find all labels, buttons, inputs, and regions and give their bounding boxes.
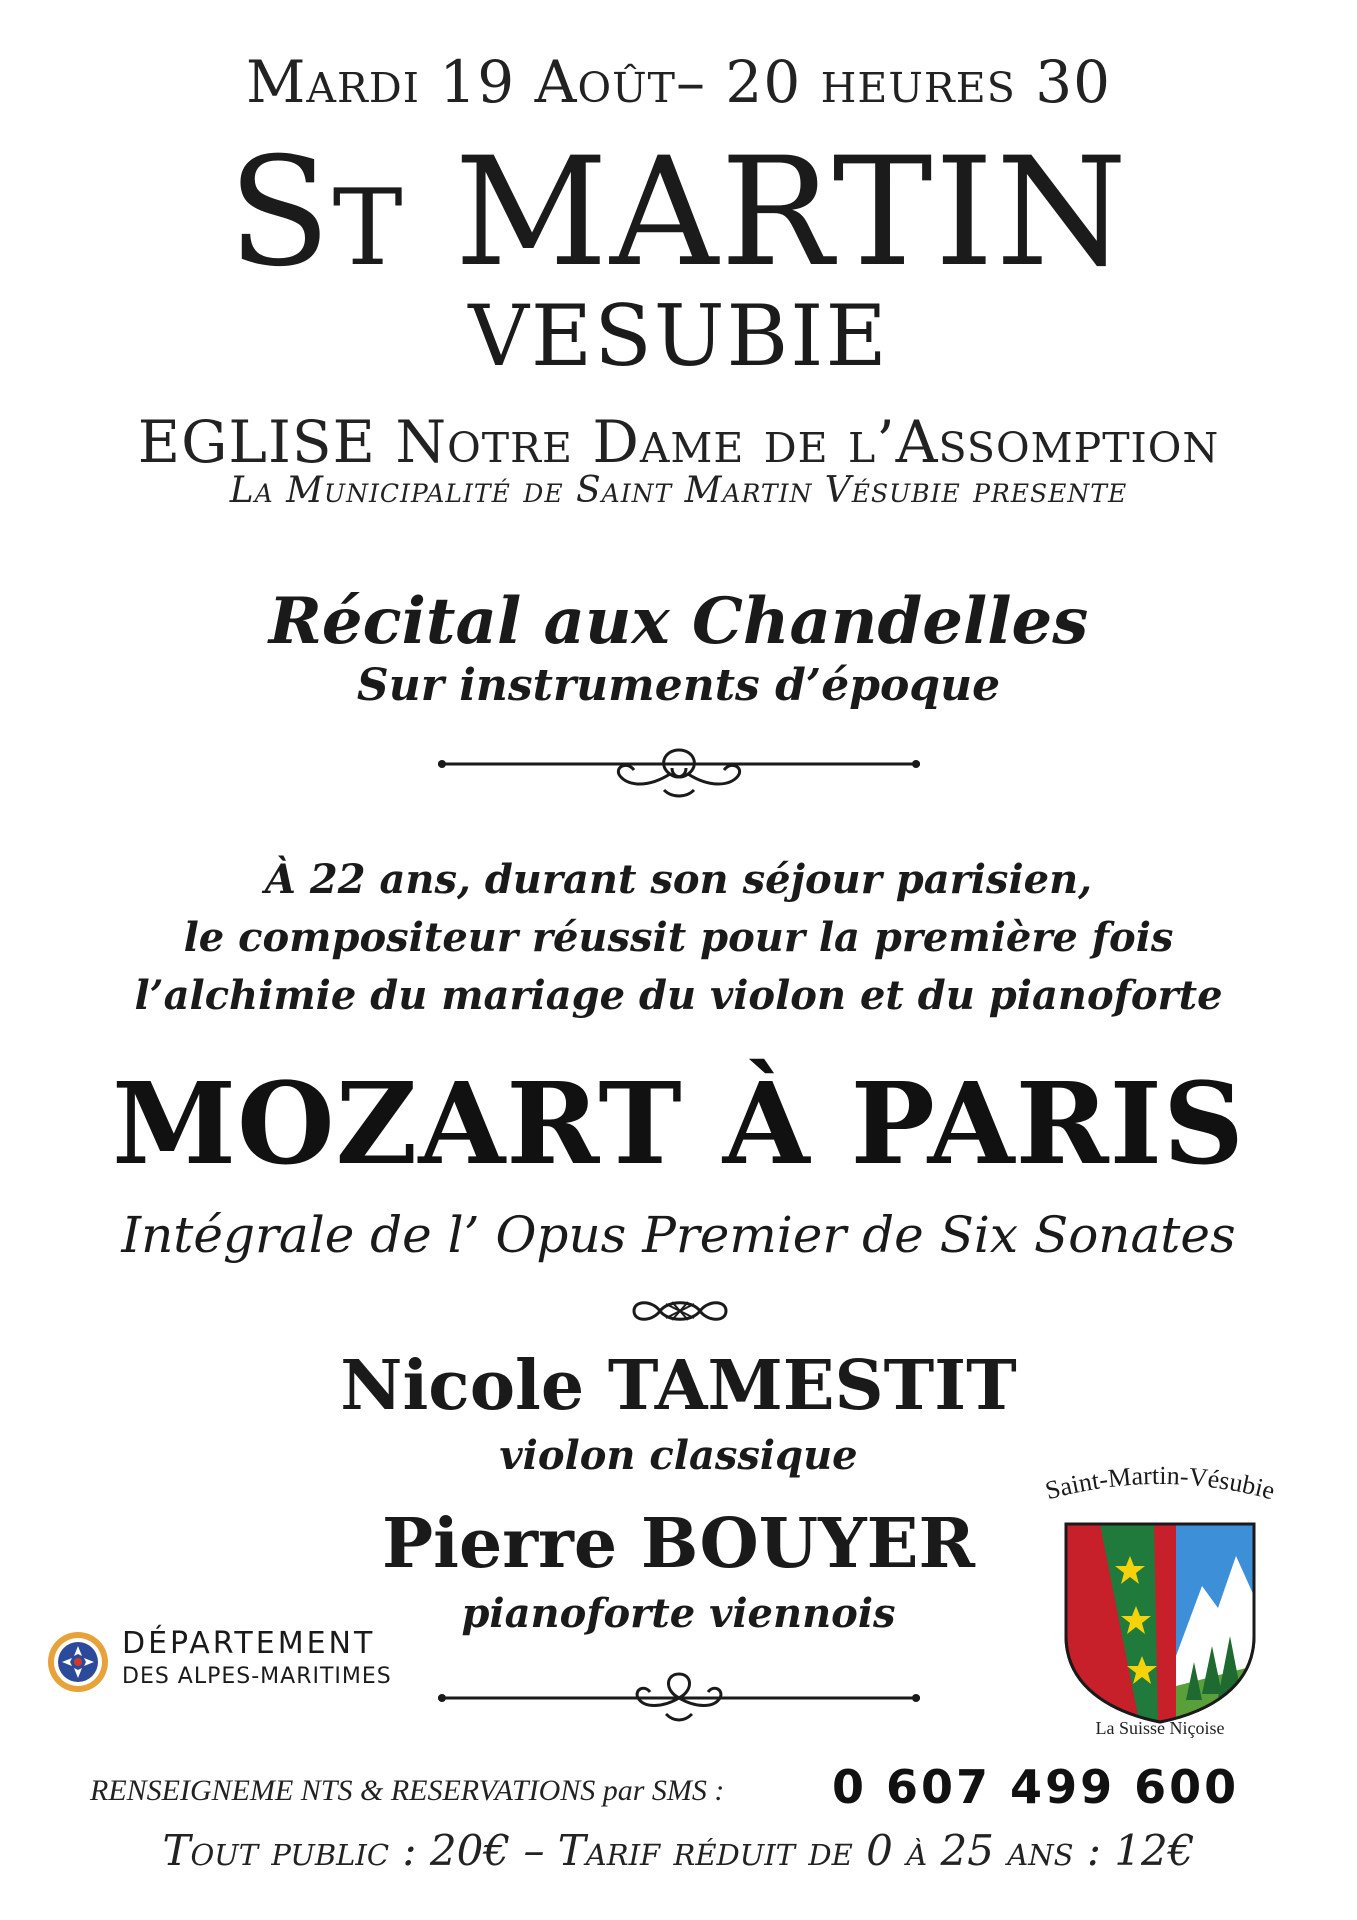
town-crest (990, 1436, 1330, 1756)
department-region: DES ALPES-MARITIMES (122, 1664, 392, 1689)
event-date: Mardi 19 Août– 20 heures 30 (245, 48, 1112, 116)
department-name: DÉPARTEMENT (122, 1626, 376, 1661)
description-line-2: le compositeur réussit pour la première fois (183, 914, 1174, 961)
flourish-divider-icon (438, 740, 920, 806)
ticket-prices: Tout public : 20€ – Tarif réduit de 0 à 25 ans : 12€ (162, 1826, 1195, 1875)
performer-name-2: Pierre BOUYER (382, 1504, 975, 1584)
crest-title: Saint-Martin-Vésubie (1042, 1460, 1278, 1506)
performer-name-1: Nicole TAMESTIT (340, 1346, 1017, 1426)
coat-of-arms-icon (1066, 1524, 1254, 1726)
church-name: EGLISE Notre Dame de l’Assomption (137, 408, 1220, 476)
performer-instrument-2: pianoforte viennois (461, 1590, 896, 1637)
recital-title: Récital aux Chandelles (268, 584, 1089, 659)
concert-subtitle: Intégrale de l’ Opus Premier de Six Sonates (121, 1206, 1236, 1264)
concert-title: MOZART À PARIS (112, 1059, 1245, 1190)
contact-line (90, 1760, 1290, 1820)
phone-number: 0 607 499 600 (832, 1760, 1240, 1814)
svg-text:Saint-Martin-Vésubie (1042, 1461, 1278, 1505)
description-line-3: l’alchimie du mariage du violon et du pianoforte (134, 972, 1223, 1019)
crest-caption: La Suisse Niçoise (1095, 1718, 1225, 1738)
flourish-divider-icon (438, 1668, 920, 1728)
department-emblem-icon (46, 1630, 110, 1694)
reservation-label: RENSEIGNEME NTS & RESERVATIONS par SMS : (90, 1774, 725, 1807)
department-logo (46, 1624, 426, 1704)
performer-instrument-1: violon classique (499, 1432, 858, 1479)
town-title: St MARTIN (227, 126, 1130, 300)
presenter-line: La Municipalité de Saint Martin Vésubie presente (229, 470, 1128, 511)
recital-subtitle: Sur instruments d’époque (356, 660, 1001, 711)
description-line-1: À 22 ans, durant son séjour parisien, (264, 856, 1093, 903)
knot-divider-icon (628, 1296, 732, 1326)
valley-title: VESUBIE (468, 287, 889, 385)
